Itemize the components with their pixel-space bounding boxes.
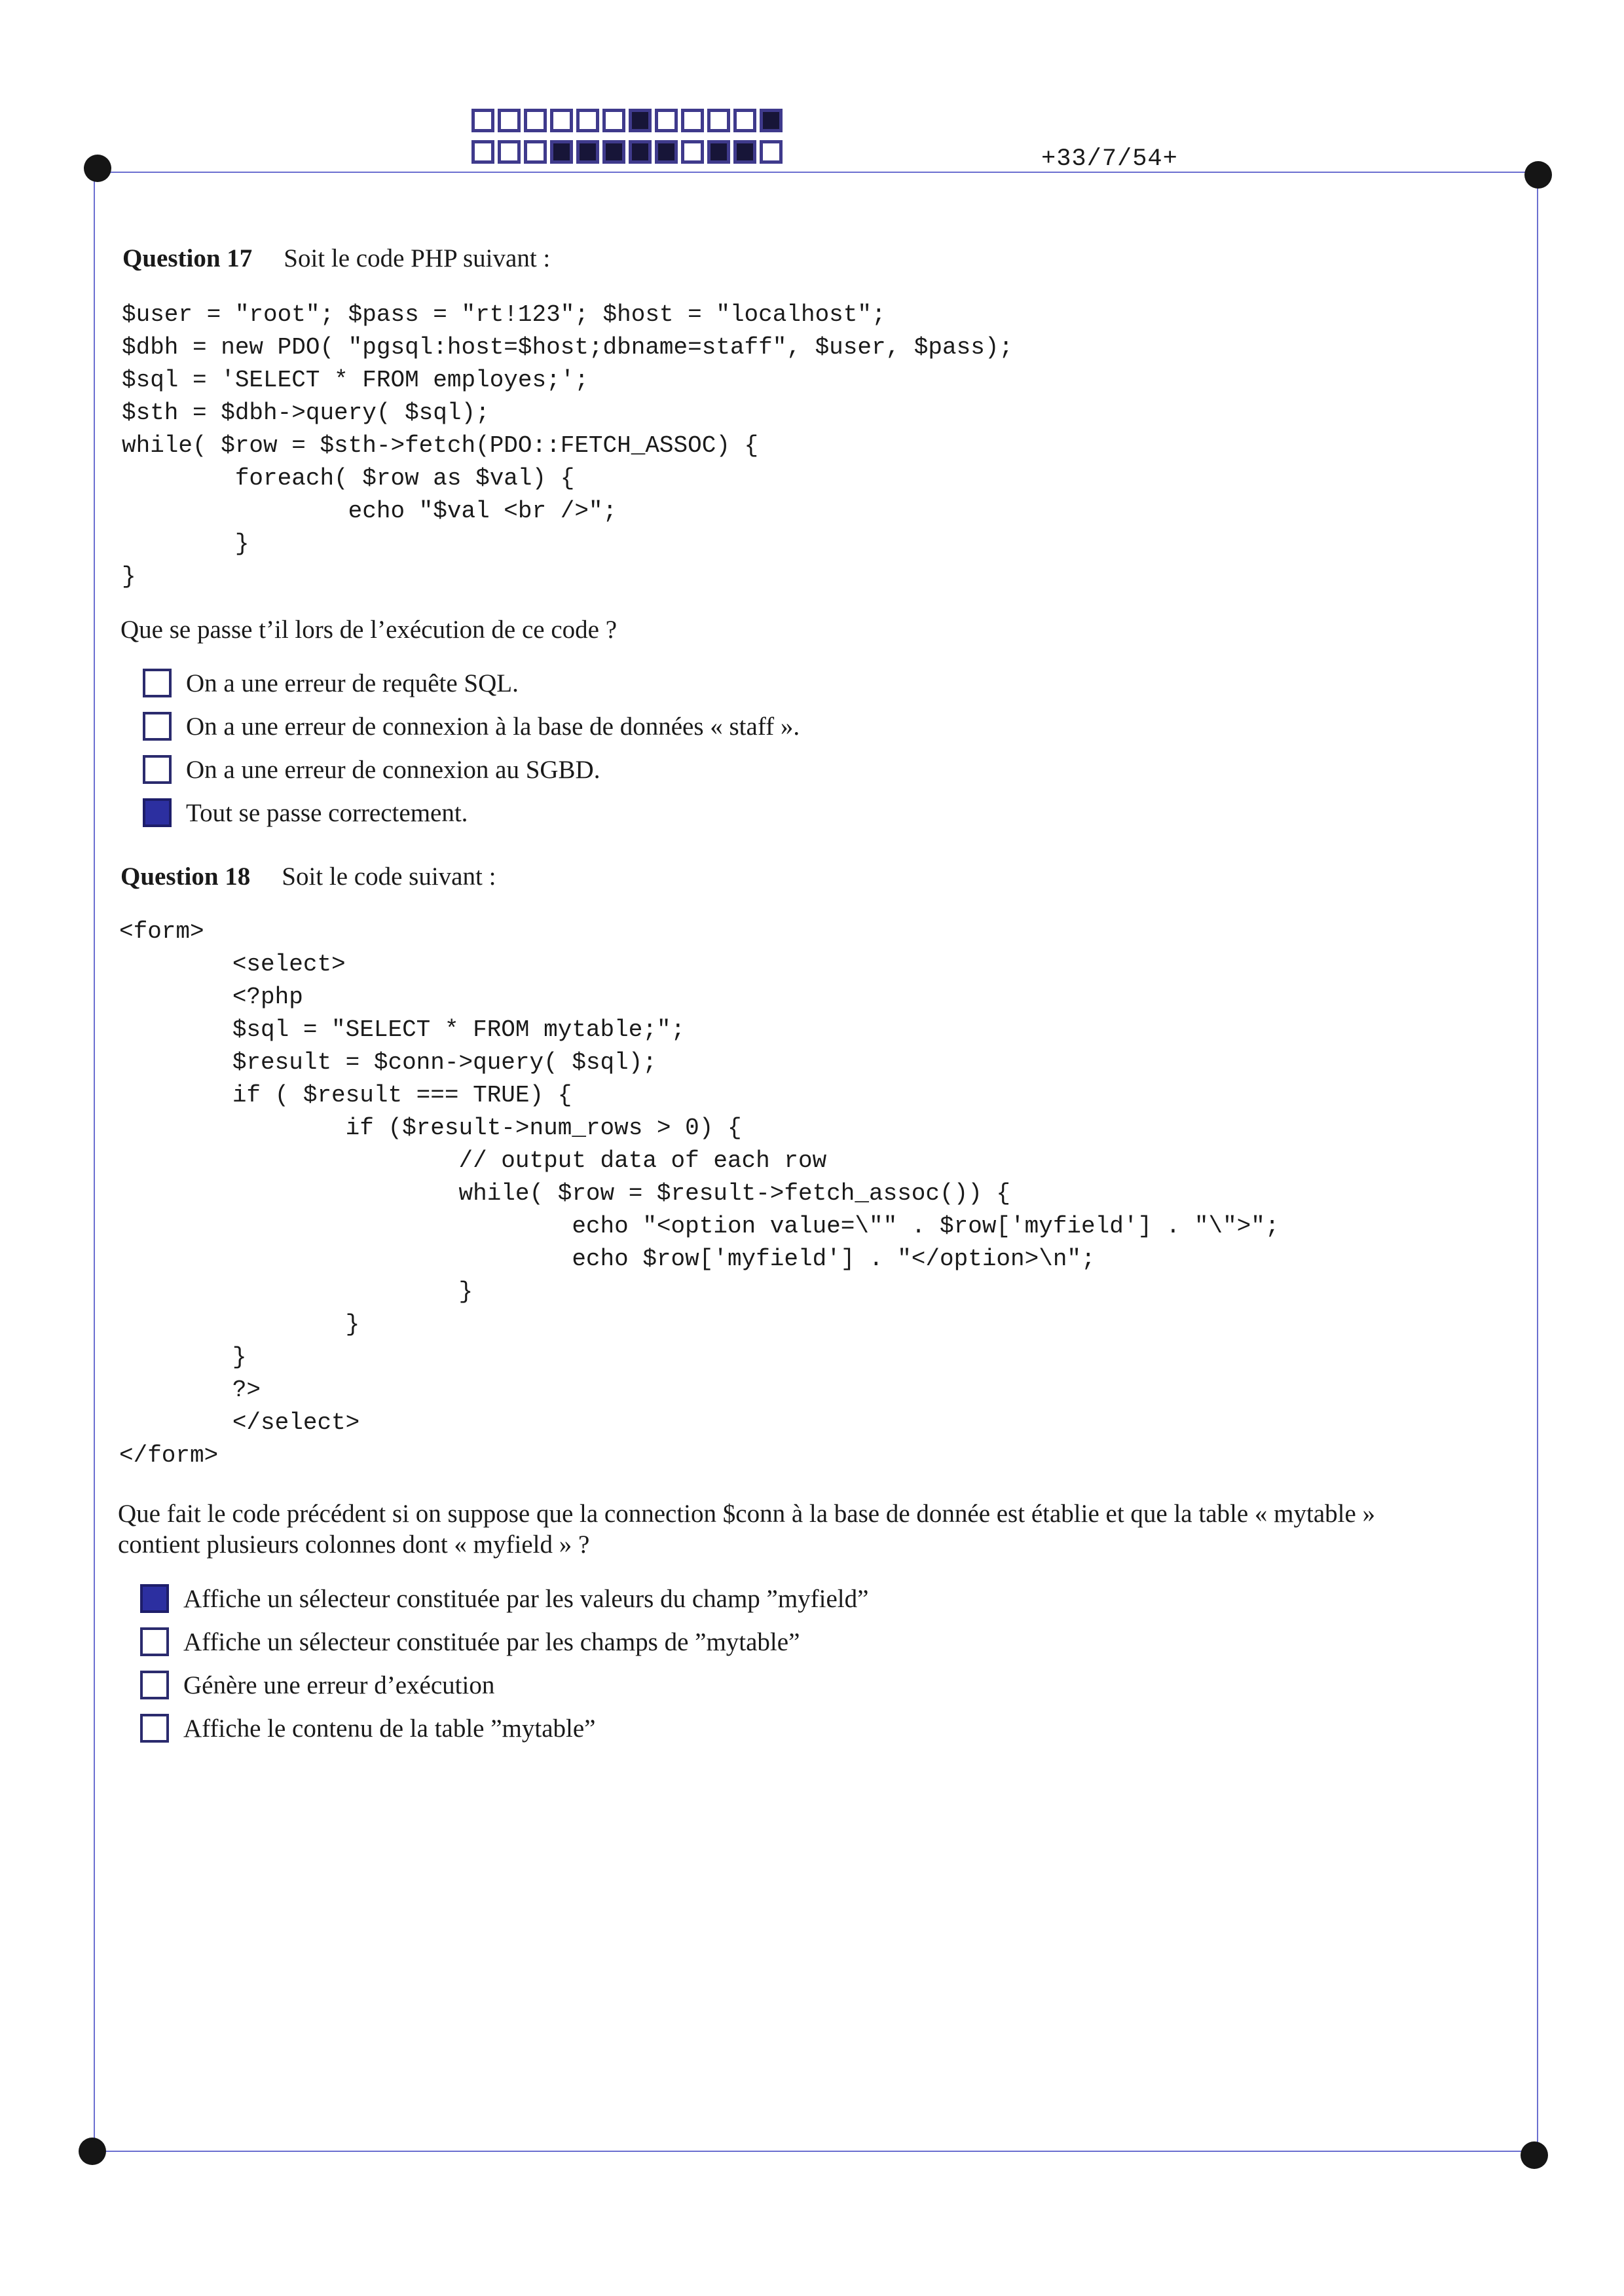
barcode-cell — [471, 140, 494, 164]
barcode-cell — [602, 109, 625, 132]
answer-option[interactable] — [140, 1663, 868, 1707]
checkbox[interactable] — [140, 1627, 169, 1656]
question-18-heading — [120, 862, 496, 891]
barcode-cell — [733, 140, 756, 164]
php-code-block: $user = "root"; $pass = "rt!123"; $host = "localhost"; $dbh = new PDO( "pgsql:host=$host;dbname=staff", $user, $pass); $sql = 'SELECT * FROM employes;'; $sth = $dbh->query( $sql); while( $row = $sth->fetch(PDO::FETCH_ASSOC) { foreach( $row as $val) { echo "$val <br />"; } } — [122, 301, 1014, 590]
answer-option[interactable] — [143, 705, 800, 748]
question-17-prompt: Que se passe t’il lors de l’exécution de ce code ? — [120, 616, 618, 644]
answer-label: Affiche un sélecteur constituée par les champs de ”mytable” — [183, 1627, 800, 1656]
barcode-cell — [550, 109, 573, 132]
barcode-cell — [629, 140, 652, 164]
barcode-cell — [760, 109, 783, 132]
barcode-cell — [655, 140, 678, 164]
barcode-cell — [681, 109, 704, 132]
answer-label: On a une erreur de connexion à la base de données « staff ». — [186, 712, 800, 741]
answer-list — [140, 1577, 868, 1750]
answer-option[interactable] — [143, 661, 800, 705]
barcode-cell — [602, 140, 625, 164]
frame-left-line — [94, 172, 95, 2152]
answer-list — [143, 661, 800, 834]
corner-mark-top-left — [84, 155, 111, 182]
question-18-prompt — [118, 1498, 1375, 1560]
barcode-cell — [524, 109, 547, 132]
answer-option[interactable] — [140, 1577, 868, 1620]
checkbox[interactable] — [140, 1584, 169, 1613]
barcode-cell — [550, 140, 573, 164]
barcode-cell — [524, 140, 547, 164]
answer-label: Affiche le contenu de la table ”mytable” — [183, 1714, 596, 1743]
barcode-cell — [681, 140, 704, 164]
barcode-cell — [707, 109, 730, 132]
frame-right-line — [1537, 173, 1538, 2151]
question-intro: Soit le code PHP suivant : — [284, 244, 551, 272]
checkbox[interactable] — [143, 755, 172, 784]
barcode-cell — [471, 109, 494, 132]
barcode-row-2 — [471, 140, 786, 164]
question-number: Question 18 — [120, 862, 251, 891]
answer-label: Génère une erreur d’exécution — [183, 1671, 495, 1699]
checkbox[interactable] — [143, 669, 172, 697]
frame-top-line — [97, 172, 1539, 173]
corner-mark-bottom-left — [79, 2138, 106, 2165]
checkbox[interactable] — [140, 1714, 169, 1743]
answer-option[interactable] — [143, 791, 800, 834]
barcode-cell — [498, 109, 521, 132]
answer-label: Tout se passe correctement. — [186, 798, 468, 827]
question-17-heading — [122, 244, 550, 273]
barcode-cell — [760, 140, 783, 164]
barcode-cell — [733, 109, 756, 132]
barcode-cell — [707, 140, 730, 164]
html-php-code-block: <form> <select> <?php $sql = "SELECT * FROM mytable;"; $result = $conn->query( $sql); if ( $result === TRUE) { if ($result->num_rows > 0) { // output data of each row while( $row = $result->fetch_assoc()) { echo "<option value=\"" . $row['myfield'] . "\">"; echo $row['myfield'] . "</option>\n"; } } } ?> </select> </form> — [119, 918, 1280, 1469]
answer-option[interactable] — [140, 1707, 868, 1750]
answer-option[interactable] — [140, 1620, 868, 1663]
barcode-cell — [655, 109, 678, 132]
barcode-cell — [498, 140, 521, 164]
answer-label: On a une erreur de connexion au SGBD. — [186, 755, 600, 784]
checkbox[interactable] — [140, 1671, 169, 1699]
barcode-cell — [576, 109, 599, 132]
answer-label: Affiche un sélecteur constituée par les valeurs du champ ”myfield” — [183, 1584, 869, 1613]
checkbox[interactable] — [143, 798, 172, 827]
frame-bottom-line — [92, 2151, 1536, 2152]
corner-mark-bottom-right — [1521, 2141, 1548, 2169]
corner-mark-top-right — [1524, 161, 1552, 189]
barcode-cell — [576, 140, 599, 164]
question-number: Question 17 — [122, 244, 253, 272]
prompt-line: contient plusieurs colonnes dont « myfield » ? — [118, 1530, 590, 1559]
answer-option[interactable] — [143, 748, 800, 791]
answer-label: On a une erreur de requête SQL. — [186, 669, 519, 697]
barcode-row-1 — [471, 109, 786, 132]
barcode-cell — [629, 109, 652, 132]
prompt-line: Que fait le code précédent si on suppose que la connection $conn à la base de donnée est établie et que la table « mytable » — [118, 1500, 1376, 1528]
checkbox[interactable] — [143, 712, 172, 741]
question-intro: Soit le code suivant : — [282, 862, 496, 891]
sheet-id: +33/7/54+ — [1041, 145, 1178, 173]
